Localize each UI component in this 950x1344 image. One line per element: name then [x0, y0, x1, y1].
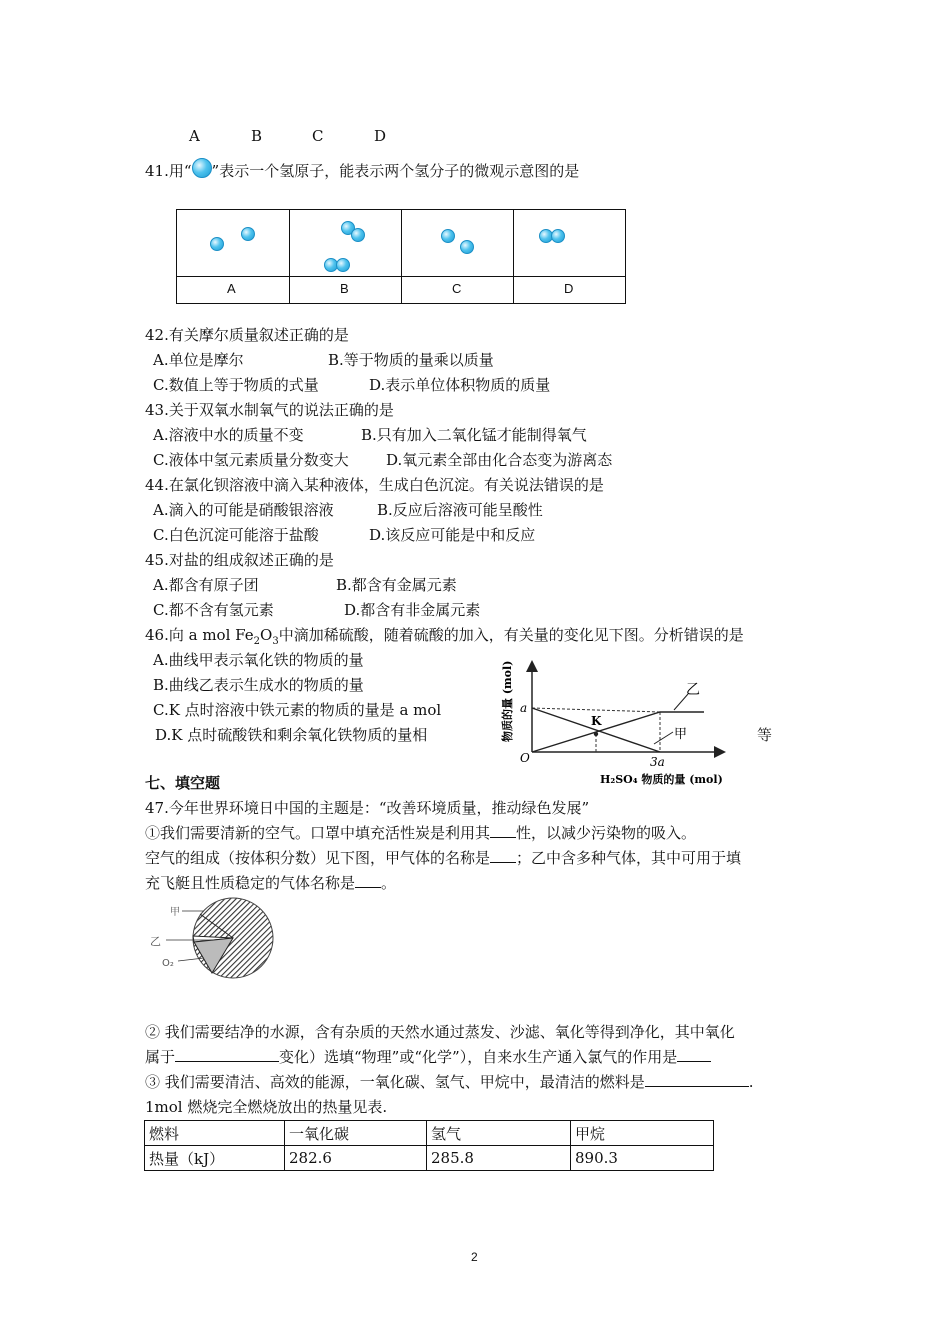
q41-option-b: B: [340, 281, 349, 296]
table-cell: 285.8: [427, 1146, 571, 1171]
hydrogen-atom-icon: [192, 158, 212, 178]
table-cell: 热量（kJ）: [145, 1146, 285, 1171]
q47-heat-table: [144, 1120, 714, 1171]
q46-option-c: C.K 点时溶液中铁元素的物质的量是 a mol: [153, 701, 442, 719]
q46-label-jia: 甲: [674, 727, 688, 742]
q46-label-yi: 乙: [686, 682, 700, 698]
q45-option-a: A.都含有原子团: [153, 576, 259, 594]
q40-label-c: C: [312, 127, 324, 145]
q45-option-d: D.都含有非金属元素: [344, 601, 481, 619]
q46-point-k: [594, 732, 598, 736]
q42-option-d: D.表示单位体积物质的质量: [369, 376, 551, 394]
table-cell: 890.3: [571, 1146, 714, 1171]
q44-option-d: D.该反应可能是中和反应: [369, 526, 536, 544]
table-row: [145, 1146, 714, 1171]
q47-part4: ② 我们需要结净的水源，含有杂质的天然水通过蒸发、沙滤、氧化等得到净化，其中氧化: [145, 1023, 735, 1041]
q41-d-atom-2: [551, 229, 565, 243]
q47-pie-label-yi: 乙: [150, 935, 161, 948]
q47-blank-4[interactable]: [175, 1047, 279, 1062]
q41-c-atom-2: [460, 240, 474, 254]
table-row: [145, 1121, 714, 1146]
q45-option-b: B.都含有金属元素: [336, 576, 457, 594]
q43-option-c: C.液体中氢元素质量分数变大: [153, 451, 349, 469]
q47-stem: 47.今年世界环境日中国的主题是：“改善环境质量，推动绿色发展”: [145, 799, 590, 817]
q46-label-origin: O: [520, 751, 530, 765]
q42-option-a: A.单位是摩尔: [153, 351, 244, 369]
q41-options-table: [176, 209, 626, 304]
q47-pie-label-jia: 甲: [170, 907, 180, 918]
q46-x-axis-label: H₂SO₄ 物质的量 (mol): [600, 773, 723, 786]
table-cell: 甲烷: [571, 1121, 714, 1146]
q40-label-d: D: [374, 127, 387, 145]
q47-part2: 空气的组成（按体积分数）见下图，甲气体的名称是 ；乙中含多种气体，其中可用于填: [145, 849, 742, 867]
q44-option-a: A.滴入的可能是硝酸银溶液: [153, 501, 334, 519]
q47-part1: ①我们需要清新的空气。口罩中填充活性炭是利用其 性，以减少污染物的吸入。: [145, 824, 697, 842]
q46-option-a: A.曲线甲表示氧化铁的物质的量: [153, 651, 364, 669]
q44-stem: 44.在氯化钡溶液中滴入某种液体，生成白色沉淀。有关说法错误的是: [145, 476, 604, 494]
q47-blank-5[interactable]: [677, 1047, 711, 1062]
q41-option-d: D: [564, 281, 574, 296]
q46-label-3a: 3a: [650, 755, 665, 769]
q41-stem: [145, 158, 579, 181]
q46-graph: [498, 652, 738, 790]
q47-blank-1[interactable]: [490, 823, 516, 838]
q42-option-b: B.等于物质的量乘以质量: [328, 351, 494, 369]
q44-option-b: B.反应后溶液可能呈酸性: [377, 501, 543, 519]
q43-option-d: D.氧元素全部由化合态变为游离态: [386, 451, 613, 469]
table-cell: 一氧化碳: [285, 1121, 427, 1146]
q41-option-a: A: [227, 281, 236, 296]
q47-blank-6[interactable]: [645, 1072, 749, 1087]
q46-option-d-tail: 等: [757, 726, 773, 744]
table-cell: 燃料: [145, 1121, 285, 1146]
q46-stem: 46.向 a mol $Fe_2O_3$中滴加稀硫酸，随着硫酸的加入，有关量的变化见下图。分析错误的是: [145, 626, 744, 647]
q47-part3: 充飞艇且性质稳定的气体名称是 。: [145, 874, 397, 892]
q46-y-axis-label: 物质的量 (mol): [501, 660, 514, 742]
q41-option-c: C: [452, 281, 462, 296]
q47-part5: 属于 变化）选填“物理”或“化学”），自来水生产通入氯气的作用是: [145, 1047, 711, 1067]
q46-label-k: K: [591, 714, 602, 728]
page-number: 2: [471, 1250, 478, 1264]
q40-label-b: B: [251, 127, 263, 145]
q46-option-d: D.K 点时硫酸铁和剩余氧化铁物质的量相: [155, 726, 428, 744]
q41-a-atom-1: [210, 237, 224, 251]
q47-blank-2[interactable]: [490, 848, 516, 863]
section-7-heading: 七、填空题: [145, 774, 221, 792]
q47-air-pie-chart: [142, 896, 282, 980]
q41-b-atom-4: [336, 258, 350, 272]
q47-blank-3[interactable]: [355, 873, 381, 888]
q43-option-a: A.溶液中水的质量不变: [153, 426, 304, 444]
table-cell: 282.6: [285, 1146, 427, 1171]
q47-part6: ③ 我们需要清洁、高效的能源，一氧化碳、氢气、甲烷中，最清洁的燃料是 .: [145, 1073, 754, 1091]
q45-option-c: C.都不含有氢元素: [153, 601, 274, 619]
q40-label-a: A: [189, 127, 200, 145]
q41-a-atom-2: [241, 227, 255, 241]
q47-pie-label-o2: O₂: [162, 958, 174, 969]
q43-option-b: B.只有加入二氧化锰才能制得氧气: [361, 426, 587, 444]
q46-label-a: a: [520, 701, 528, 715]
q41-c-atom-1: [441, 229, 455, 243]
q41-prefix: 41.用“: [145, 162, 192, 180]
q45-stem: 45.对盐的组成叙述正确的是: [145, 551, 334, 569]
q46-option-b: B.曲线乙表示生成水的物质的量: [153, 676, 364, 694]
q42-stem: 42.有关摩尔质量叙述正确的是: [145, 326, 349, 344]
table-cell: 氢气: [427, 1121, 571, 1146]
q41-suffix: ”表示一个氢原子，能表示两个氢分子的微观示意图的是: [211, 162, 580, 180]
q47-part7: 1mol 燃烧完全燃烧放出的热量见表.: [145, 1098, 388, 1116]
q44-option-c: C.白色沉淀可能溶于盐酸: [153, 526, 319, 544]
q43-stem: 43.关于双氧水制氧气的说法正确的是: [145, 401, 394, 419]
q41-b-atom-2: [351, 228, 365, 242]
q42-option-c: C.数值上等于物质的式量: [153, 376, 319, 394]
